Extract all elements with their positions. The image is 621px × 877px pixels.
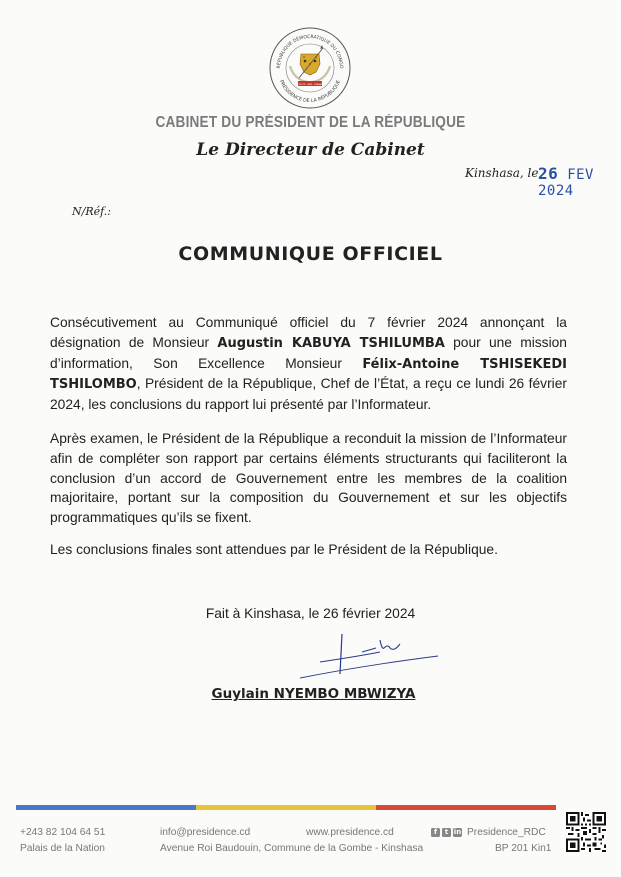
seal-motto: JUSTICE · PAIX · TRAVAIL — [297, 83, 323, 86]
p1-text-b: pour une mission d’information, Son Excellence Monsieur — [50, 334, 567, 371]
footer-website-link[interactable]: www.presidence.cd — [306, 827, 394, 838]
footer-po-box: BP 201 Kin1 — [495, 843, 552, 854]
qr-code — [566, 812, 606, 852]
seal-arc-bottom-text: PRÉSIDENCE DE LA RÉPUBLIQUE — [277, 79, 343, 105]
paragraph-3: Les conclusions finales sont attendues par le Président de la République. — [50, 542, 498, 557]
president-name: Félix-Antoine TSHISEKEDI TSHILOMBO — [50, 356, 567, 393]
twitter-icon[interactable]: t — [442, 828, 451, 837]
p1-text-a: Consécutivement au Communiqué officiel du 7 février 2024 annonçant la désignation de Monsieur — [50, 315, 567, 350]
footer-palais: Palais de la Nation — [20, 843, 105, 854]
footer-address: Avenue Roi Baudouin, Commune de la Gombe - Kinshasa — [160, 843, 424, 854]
footer-social-handle[interactable]: Presidence_RDC — [467, 827, 546, 838]
date-stamp — [538, 164, 621, 199]
stripe-red — [376, 805, 556, 810]
place-date-label: Kinshasa, le — [465, 166, 539, 180]
paragraph-1 — [50, 313, 567, 415]
signer-name: Guylain NYEMBO MBWIZYA — [211, 686, 416, 702]
cabinet-heading: CABINET DU PRÉSIDENT DE LA RÉPUBLIQUE — [155, 114, 466, 131]
paragraph-2: Après examen, le Président de la République a reconduit la mission de l’Informateur afin de compléter son rapport par certains éléments structurants qui faciliteront la conclusion d’un accord de Gouvernement entre les membres de la coalition majoritaire, portant sur la composition du Gouvernement et sur les objectifs programmatiques qu’ils se fixent. — [50, 431, 567, 526]
linkedin-icon[interactable]: in — [453, 828, 462, 836]
stripe-yellow — [196, 805, 376, 810]
handwritten-signature — [300, 630, 440, 680]
reference-label: N/Réf.: — [72, 205, 112, 218]
place-date-signed: Fait à Kinshasa, le 26 février 2024 — [205, 606, 416, 621]
footer-phone: +243 82 104 64 51 — [20, 827, 106, 838]
stripe-blue — [16, 805, 196, 810]
director-heading: Le Directeur de Cabinet — [196, 140, 425, 160]
date-stamp-month-year: FEV 2024 — [538, 167, 594, 199]
footer-email-link[interactable]: info@presidence.cd — [160, 827, 251, 838]
footer-color-stripe — [16, 805, 556, 810]
date-stamp-day: 26 — [538, 164, 559, 183]
footer-social — [431, 827, 546, 838]
facebook-icon[interactable]: f — [431, 828, 440, 837]
seal-arc-top-text: RÉPUBLIQUE DÉMOCRATIQUE DU CONGO — [276, 34, 344, 69]
presidential-seal — [268, 26, 352, 110]
informateur-name: Augustin KABUYA TSHILUMBA — [217, 335, 445, 351]
document-title: COMMUNIQUE OFFICIEL — [178, 243, 443, 265]
p1-text-c: , Président de la République, Chef de l’État, a reçu ce lundi 26 février 2024, les conclusions du rapport lui présenté par l’Informateur. — [50, 376, 567, 413]
